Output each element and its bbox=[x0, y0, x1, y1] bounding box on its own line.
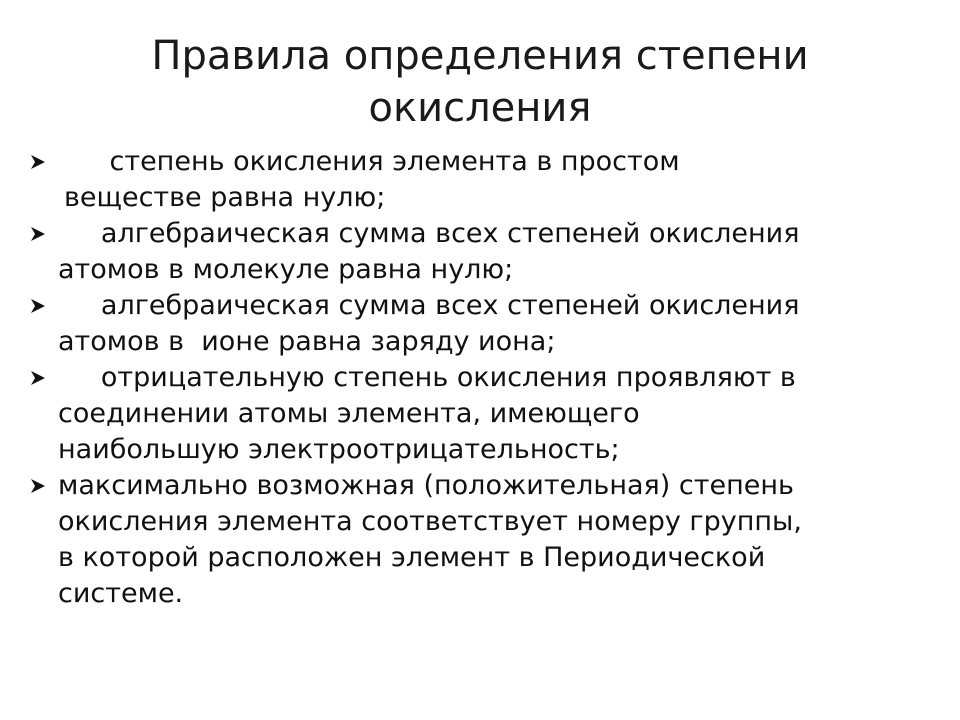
rule-text-line: алгебраическая сумма всех степеней окисления bbox=[58, 218, 800, 249]
arrowhead-bullet-icon bbox=[28, 362, 48, 394]
rule-text-line: степень окисления элемента в простом bbox=[58, 146, 680, 177]
slide-title-line-2: окисления bbox=[368, 85, 592, 131]
rule-text-line: окисления элемента соответствует номеру группы, bbox=[58, 506, 802, 537]
list-item bbox=[22, 216, 932, 288]
list-item bbox=[22, 288, 932, 360]
rule-text-line: алгебраическая сумма всех степеней окисления bbox=[58, 290, 800, 321]
rule-text-line: атомов в молекуле равна нулю; bbox=[58, 254, 514, 285]
rule-text-line: системе. bbox=[58, 578, 184, 609]
list-item bbox=[22, 360, 932, 468]
arrowhead-bullet-icon bbox=[28, 218, 48, 250]
arrowhead-bullet-icon bbox=[28, 290, 48, 322]
rule-text-line: максимально возможная (положительная) степень bbox=[58, 470, 794, 501]
arrowhead-bullet-icon bbox=[28, 146, 48, 178]
list-item bbox=[22, 468, 932, 612]
slide-title bbox=[80, 30, 880, 134]
list-item bbox=[22, 144, 932, 216]
rule-text-line: отрицательную степень окисления проявляют в bbox=[58, 362, 796, 393]
rules-list bbox=[22, 144, 932, 612]
rule-text-line: соединении атомы элемента, имеющего bbox=[58, 398, 640, 429]
rule-text-line: в которой расположен элемент в Периодической bbox=[58, 542, 766, 573]
rule-text-line: веществе равна нулю; bbox=[64, 182, 386, 213]
rule-text-line: атомов в ионе равна заряду иона; bbox=[58, 326, 556, 357]
rule-text-line: наибольшую электроотрицательность; bbox=[58, 434, 620, 465]
slide-title-line-1: Правила определения степени bbox=[151, 33, 809, 79]
arrowhead-bullet-icon bbox=[28, 470, 48, 502]
